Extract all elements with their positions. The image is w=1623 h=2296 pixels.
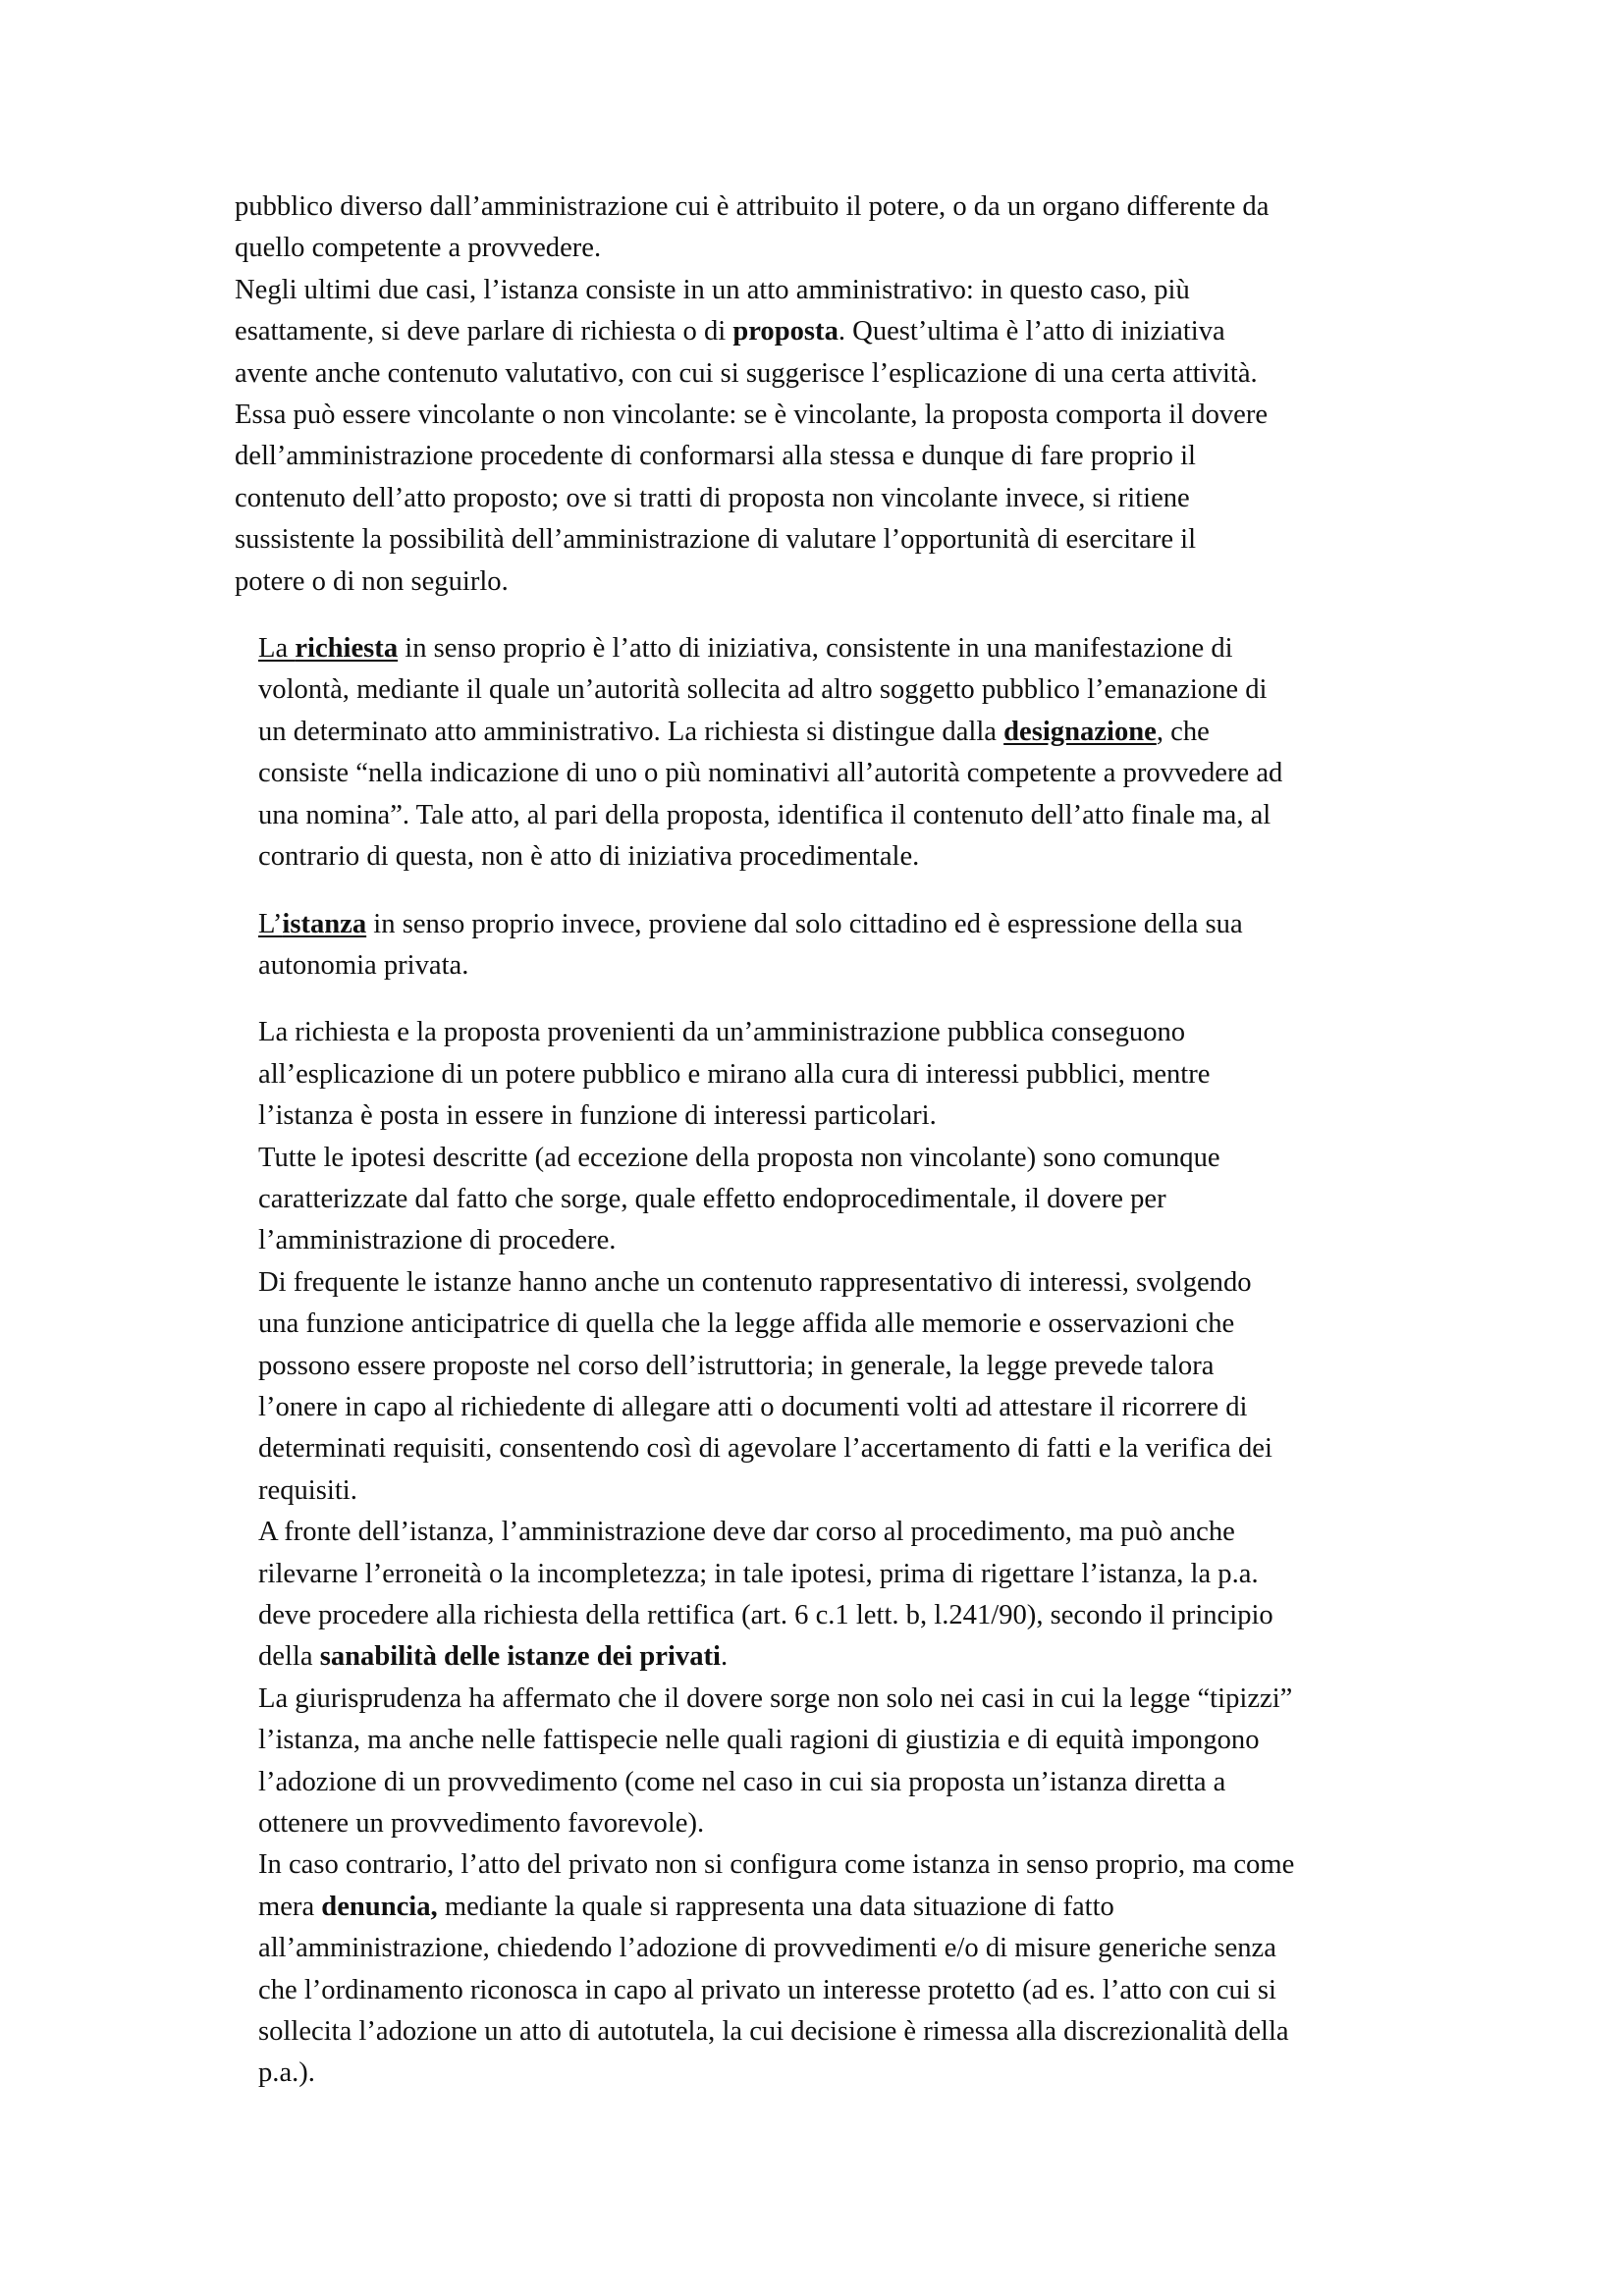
- text-line: [235, 187, 1413, 228]
- text-line: [258, 1012, 1413, 1053]
- text-run: l’istanza, ma anche nelle fattispecie nelle quali ragioni di giustizia e di equità impongono: [258, 1725, 1260, 1756]
- text-run: , che: [1156, 716, 1210, 747]
- text-run: volontà, mediante il quale un’autorità sollecita ad altro soggetto pubblico l’emanazione di: [258, 674, 1268, 706]
- text-line: [235, 228, 1413, 269]
- paragraph: [235, 628, 1413, 878]
- text-line: [258, 945, 1413, 987]
- text-run: una funzione anticipatrice di quella che la legge affida alle memorie e osservazioni che: [258, 1308, 1235, 1340]
- text-run: requisiti.: [258, 1474, 357, 1506]
- text-run: una nomina”. Tale atto, al pari della proposta, identifica il contenuto dell’atto finale ma, al: [258, 799, 1271, 830]
- paragraph: [235, 187, 1413, 603]
- text-line: [235, 353, 1413, 395]
- text-line: [258, 1762, 1413, 1803]
- text-line: [258, 1595, 1413, 1636]
- text-line: [258, 1470, 1413, 1512]
- text-line: [258, 1636, 1413, 1678]
- bold-term: sanabilità delle istanze dei privati: [319, 1641, 721, 1673]
- text-run: possono essere proposte nel corso dell’istruttoria; in generale, la legge prevede talora: [258, 1350, 1215, 1381]
- text-run: mera: [258, 1891, 322, 1922]
- text-line: [258, 1512, 1413, 1553]
- text-line: [258, 1262, 1413, 1304]
- text-run: determinati requisiti, consentendo così di agevolare l’accertamento di fatti e la verifica dei: [258, 1433, 1272, 1465]
- bold-term: istanza: [282, 908, 367, 939]
- text-run: contrario di questa, non è atto di iniziativa procedimentale.: [258, 841, 920, 873]
- text-run: pubblico diverso dall’amministrazione cui è attribuito il potere, o da un organo differente da: [235, 191, 1270, 222]
- text-line: [258, 2053, 1413, 2094]
- text-line: [258, 795, 1413, 836]
- text-line: [258, 1844, 1413, 1886]
- text-run: l’adozione di un provvedimento (come nel caso in cui sia proposta un’istanza diretta a: [258, 1766, 1226, 1797]
- text-run: avente anche contenuto valutativo, con cui si suggerisce l’esplicazione di una certa attività.: [235, 357, 1258, 389]
- text-run: contenuto dell’atto proposto; ove si tratti di proposta non vincolante invece, si ritiene: [235, 482, 1190, 513]
- text-line: [258, 1970, 1413, 2011]
- text-line: [258, 1887, 1413, 1928]
- text-line: [258, 2011, 1413, 2053]
- text-run: Essa può essere vincolante o non vincolante: se è vincolante, la proposta comporta il dovere: [235, 400, 1269, 431]
- text-run: l’istanza è posta in essere in funzione di interessi particolari.: [258, 1100, 937, 1132]
- bold-term: denuncia,: [321, 1891, 438, 1922]
- text-run: La giurisprudenza ha affermato che il dovere sorge non solo nei casi in cui la legge “tipizzi”: [258, 1682, 1293, 1714]
- text-line: [235, 311, 1413, 352]
- text-line: [258, 1304, 1413, 1345]
- paragraph: [235, 1012, 1413, 2095]
- text-line: [258, 1720, 1413, 1761]
- text-run: Negli ultimi due casi, l’istanza consiste in un atto amministrativo: in questo caso, più: [235, 274, 1190, 305]
- text-line: [258, 836, 1413, 878]
- text-line: [235, 478, 1413, 519]
- text-run: In caso contrario, l’atto del privato non si configura come istanza in senso proprio, ma come: [258, 1849, 1295, 1881]
- text-run: in senso proprio è l’atto di iniziativa, consistente in una manifestazione di: [398, 633, 1233, 665]
- text-line: [258, 904, 1413, 945]
- text-line: [235, 436, 1413, 477]
- text-line: [235, 270, 1413, 311]
- paragraph-spacing: [235, 987, 1413, 1012]
- text-run: della: [258, 1641, 320, 1673]
- bold-term: designazione: [1003, 716, 1157, 747]
- text-run: .: [720, 1641, 729, 1673]
- text-run: deve procedere alla richiesta della rettifica (art. 6 c.1 lett. b, l.241/90), secondo il principio: [258, 1600, 1273, 1630]
- text-run: p.a.).: [258, 2057, 315, 2089]
- text-line: [235, 561, 1413, 603]
- text-line: [258, 1179, 1413, 1220]
- text-run: autonomia privata.: [258, 949, 469, 981]
- text-line: [235, 395, 1413, 436]
- text-run: rilevarne l’erroneità o la incompletezza; in tale ipotesi, prima di rigettare l’istanza, la p.a.: [258, 1558, 1259, 1589]
- text-run: l’amministrazione di procedere.: [258, 1225, 617, 1256]
- text-line: [235, 519, 1413, 561]
- paragraph: [235, 904, 1413, 988]
- text-line: [258, 1428, 1413, 1469]
- text-line: [258, 1928, 1413, 1969]
- text-run: quello competente a provvedere.: [235, 233, 602, 264]
- text-line: [258, 712, 1413, 753]
- text-run: La richiesta e la proposta provenienti da un’amministrazione pubblica conseguono: [258, 1017, 1186, 1048]
- text-line: [258, 1220, 1413, 1261]
- text-run: Tutte le ipotesi descritte (ad eccezione della proposta non vincolante) sono comunque: [258, 1142, 1220, 1173]
- text-run: all’amministrazione, chiedendo l’adozione di provvedimenti e/o di misure generiche senza: [258, 1933, 1276, 1964]
- paragraph-spacing: [235, 879, 1413, 904]
- text-run: consiste “nella indicazione di uno o più nominativi all’autorità competente a provvedere ad: [258, 758, 1283, 789]
- text-run: un determinato atto amministrativo. La richiesta si distingue dalla: [258, 716, 1004, 747]
- text-run: sussistente la possibilità dell’amministrazione di valutare l’opportunità di esercitare il: [235, 524, 1197, 556]
- text-line: [258, 1803, 1413, 1844]
- text-run: La: [258, 633, 296, 665]
- text-run: dell’amministrazione procedente di conformarsi alla stessa e dunque di fare proprio il: [235, 441, 1196, 472]
- text-run: A fronte dell’istanza, l’amministrazione deve dar corso al procedimento, ma può anche: [258, 1517, 1235, 1548]
- text-line: [258, 1679, 1413, 1720]
- text-line: [258, 1554, 1413, 1595]
- paragraph-spacing: [235, 603, 1413, 628]
- text-run: mediante la quale si rappresenta una data situazione di fatto: [437, 1891, 1114, 1922]
- text-line: [258, 1346, 1413, 1387]
- text-line: [258, 1095, 1413, 1137]
- text-run: all’esplicazione di un potere pubblico e mirano alla cura di interessi pubblici, mentre: [258, 1058, 1211, 1090]
- text-run: ottenere un provvedimento favorevole).: [258, 1808, 705, 1840]
- text-line: [258, 1138, 1413, 1179]
- text-line: [258, 628, 1413, 669]
- text-run: in senso proprio invece, proviene dal solo cittadino ed è espressione della sua: [366, 908, 1243, 939]
- text-run: . Quest’ultima è l’atto di iniziativa: [838, 316, 1225, 347]
- bold-term: proposta: [732, 316, 839, 347]
- text-line: [258, 1387, 1413, 1428]
- document-page: [235, 187, 1413, 2095]
- text-run: sollecita l’adozione un atto di autotutela, la cui decisione è rimessa alla discrezionalità della: [258, 2016, 1289, 2048]
- text-run: caratterizzate dal fatto che sorge, quale effetto endoprocedimentale, il dovere per: [258, 1183, 1166, 1214]
- text-run: L’: [258, 908, 283, 939]
- text-run: l’onere in capo al richiedente di allegare atti o documenti volti ad attestare il ricorrere di: [258, 1391, 1248, 1422]
- text-run: Di frequente le istanze hanno anche un contenuto rappresentativo di interessi, svolgendo: [258, 1266, 1252, 1298]
- text-run: che l’ordinamento riconosca in capo al privato un interesse protetto (ad es. l’atto con cui si: [258, 1974, 1276, 2005]
- text-line: [258, 1054, 1413, 1095]
- text-run: potere o di non seguirlo.: [235, 565, 509, 597]
- text-run: esattamente, si deve parlare di richiesta o di: [235, 316, 733, 347]
- text-line: [258, 753, 1413, 794]
- text-line: [258, 669, 1413, 711]
- bold-term: richiesta: [295, 633, 399, 665]
